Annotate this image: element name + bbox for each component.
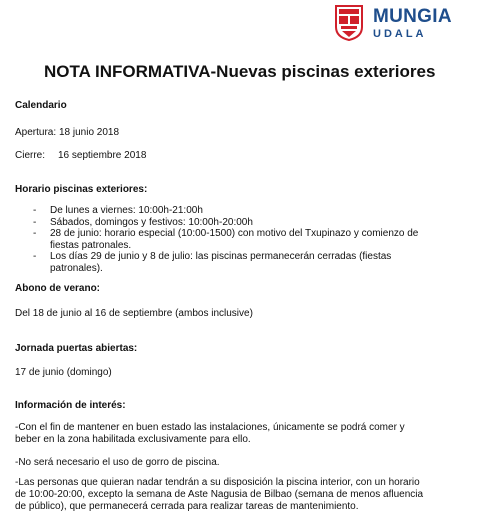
brand-subtitle: UDALA (373, 27, 427, 40)
interes-heading: Información de interés: (15, 400, 126, 411)
apertura-value: 18 junio 2018 (59, 127, 120, 138)
apertura-label: Apertura: (15, 127, 57, 138)
list-item: - Sábados, domingos y festivos: 10:00h-20:00h (33, 216, 253, 228)
municipal-shield-icon (335, 5, 363, 41)
list-item: - Los días 29 de junio y 8 de julio: las piscinas permanecerán cerradas (fiestas patronales). (33, 251, 392, 274)
mungia-logo (335, 5, 452, 41)
list-item: - 28 de junio: horario especial (10:00-1500) con motivo del Txupinazo y comienzo de fiestas patronales. (33, 228, 419, 251)
abono-text: Del 18 de junio al 16 de septiembre (ambos inclusive) (15, 308, 253, 319)
page-title: NOTA INFORMATIVA-Nuevas piscinas exteriores (44, 62, 436, 81)
cierre-label: Cierre: (15, 150, 46, 161)
calendario-heading: Calendario (15, 100, 67, 111)
horario-list (15, 205, 445, 274)
jornada-heading: Jornada puertas abiertas: (15, 343, 138, 354)
interes-paragraph-1: -Con el fin de mantener en buen estado las instalaciones, únicamente se podrá comer y beber en la zona habilitada exclusivamente para ello. (15, 422, 405, 445)
interes-paragraph-3: -Las personas que quieran nadar tendrán a su disposición la piscina interior, con un horario de 10:00-20:00, excepto la semana de Aste Nagusia de Bilbao (semana de menos afluencia de público), que permanecerá cerrada para realizar tareas de mantenimiento. (15, 477, 424, 512)
interes-paragraph-2: -No será necesario el uso de gorro de piscina. (15, 457, 220, 468)
abono-heading: Abono de verano: (15, 283, 101, 294)
horario-heading: Horario piscinas exteriores: (15, 184, 148, 195)
list-item: - De lunes a viernes: 10:00h-21:00h (33, 205, 203, 216)
brand-name: MUNGIA (373, 5, 452, 27)
cierre-value: 16 septiembre 2018 (58, 150, 147, 161)
jornada-text: 17 de junio (domingo) (15, 367, 112, 378)
